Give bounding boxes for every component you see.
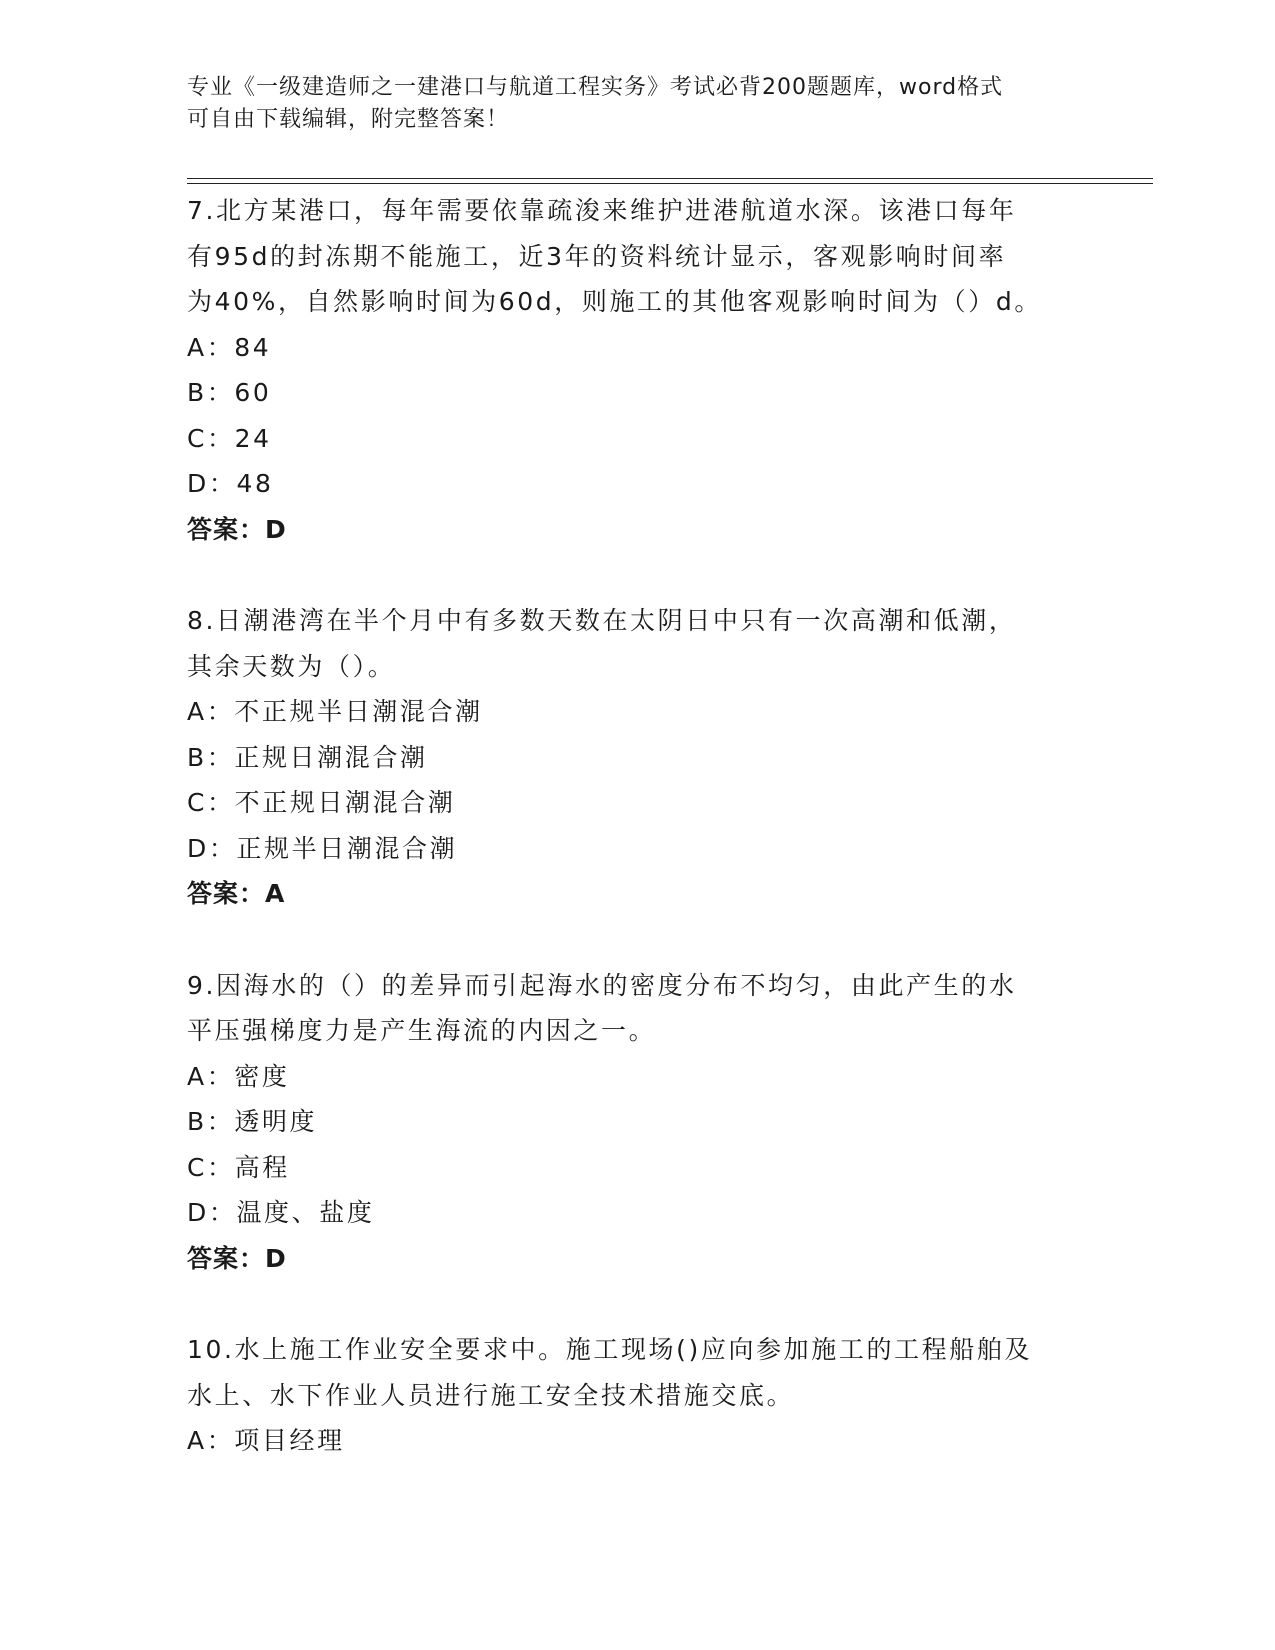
question-stem-line: 9.因海水的（）的差异而引起海水的密度分布不均匀，由此产生的水: [187, 970, 1017, 1000]
option-b: B：60: [187, 378, 272, 407]
answer-label: 答案：D: [187, 1243, 287, 1273]
question-stem-line: 其余天数为（）。: [187, 651, 396, 681]
header-divider-top: [187, 178, 1153, 179]
option-d: D：温度、盐度: [187, 1198, 375, 1227]
answer-label: 答案：A: [187, 879, 286, 908]
question-list: [187, 188, 1087, 1510]
question-stem-line: 7.北方某港口，每年需要依靠疏浚来维护进港航道水深。该港口每年: [187, 196, 1017, 225]
option-d: D：48: [187, 469, 274, 498]
question-stem-line: 平压强梯度力是产生海流的内因之一。: [187, 1016, 657, 1045]
question-stem-line: 10.水上施工作业安全要求中。施工现场()应向参加施工的工程船舶及: [187, 1335, 1033, 1364]
header-line-2: 可自由下载编辑，附完整答案！: [187, 107, 510, 132]
option-a: A：84: [187, 332, 272, 362]
header-line-1: 专业《一级建造师之一建港口与航道工程实务》考试必背200题题库，word格式: [187, 75, 1004, 100]
option-b: B：正规日潮混合潮: [187, 742, 428, 772]
answer-label: 答案：D: [187, 514, 287, 544]
option-b: B：透明度: [187, 1107, 318, 1136]
option-d: D：正规半日潮混合潮: [187, 833, 458, 863]
question-stem-line: 8.日潮港湾在半个月中有多数天数在太阴日中只有一次高潮和低潮，: [187, 606, 1017, 635]
question-stem-line: 有95d的封冻期不能施工，近3年的资料统计显示，客观影响时间率: [187, 241, 1007, 271]
question-7: [187, 188, 1087, 552]
option-a: A：密度: [187, 1061, 290, 1091]
question-10: [187, 1327, 1087, 1464]
question-stem-line: 为40%，自然影响时间为60d，则施工的其他客观影响时间为（）d。: [187, 287, 1042, 316]
question-8: [187, 598, 1087, 917]
question-stem-line: 水上、水下作业人员进行施工安全技术措施交底。: [187, 1380, 795, 1410]
option-c: C：高程: [187, 1152, 290, 1182]
option-a: A：项目经理: [187, 1426, 345, 1455]
question-9: [187, 963, 1087, 1282]
option-c: C：24: [187, 423, 272, 453]
document-header: [187, 72, 1067, 136]
header-divider-bottom: [187, 183, 1153, 184]
option-a: A：不正规半日潮混合潮: [187, 697, 483, 726]
option-c: C：不正规日潮混合潮: [187, 788, 456, 817]
